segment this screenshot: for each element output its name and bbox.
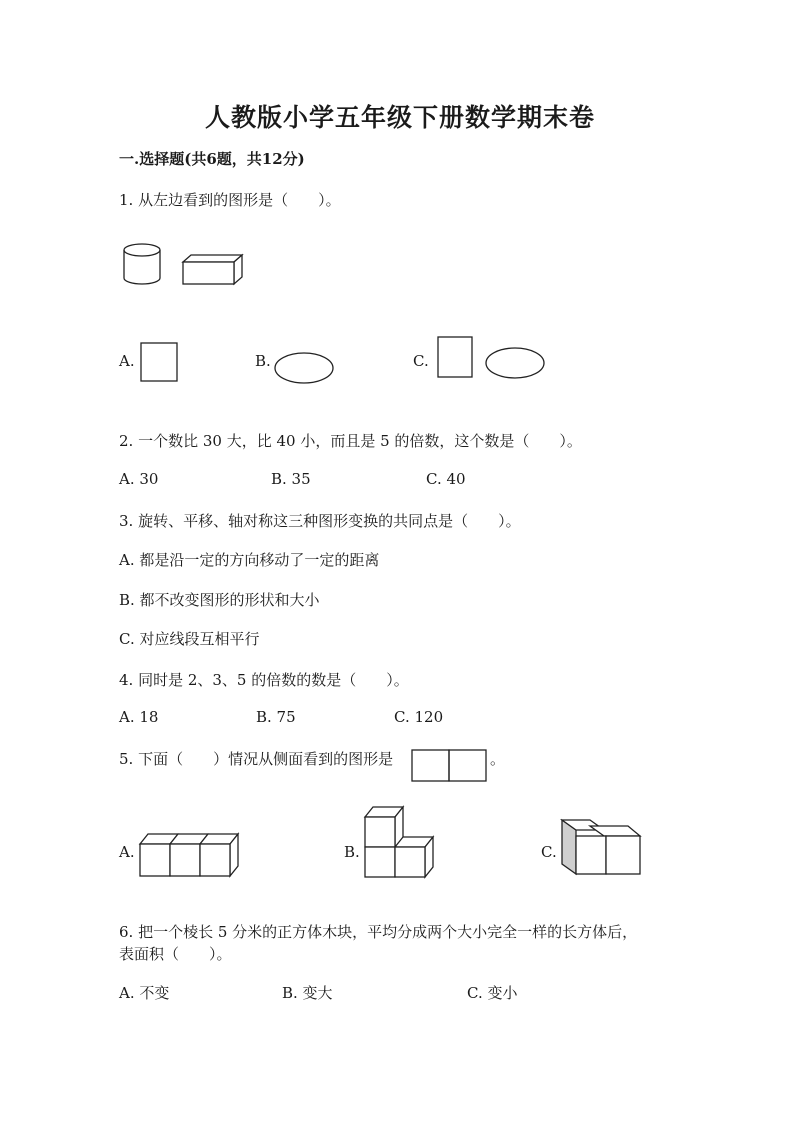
q5-option-c[interactable]: C.	[541, 843, 557, 861]
q3-option-a[interactable]: A. 都是沿一定的方向移动了一定的距离	[119, 551, 380, 569]
q6-option-c[interactable]: C. 变小	[467, 984, 518, 1002]
page-title: 人教版小学五年级下册数学期末卷	[204, 103, 595, 132]
question-3-text: 3. 旋转、平移、轴对称这三种图形变换的共同点是（ ）。	[119, 512, 521, 530]
question-5-text: 5. 下面（ ）情况从侧面看到的图形是	[119, 750, 394, 768]
question-1-text: 1. 从左边看到的图形是（ ）。	[119, 191, 341, 209]
q6-option-b[interactable]: B. 变大	[282, 984, 333, 1002]
q5-option-a[interactable]: A.	[119, 843, 135, 861]
q1-option-a-square-figure	[140, 342, 180, 384]
q1-option-c[interactable]: C.	[413, 352, 429, 370]
question-5-end: 。	[490, 750, 506, 768]
q4-option-c[interactable]: C. 120	[394, 708, 444, 726]
question-6-line-1: 6. 把一个棱长 5 分米的正方体木块，平均分成两个大小完全一样的长方体后，	[119, 923, 638, 941]
q1-option-c-figure	[436, 336, 548, 382]
cuboid-shape	[183, 255, 242, 284]
question-2-text: 2. 一个数比 30 大，比 40 小，而且是 5 的倍数，这个数是（ ）。	[119, 432, 582, 450]
section-heading: 一.选择题(共6题，共12分)	[119, 150, 305, 168]
q4-option-a[interactable]: A. 18	[119, 708, 159, 726]
q5-side-view-figure	[411, 749, 491, 783]
cylinder-shape	[124, 244, 160, 284]
q1-option-b[interactable]: B.	[255, 352, 271, 370]
q2-option-b[interactable]: B. 35	[271, 470, 311, 488]
q1-objects-figure	[120, 240, 250, 290]
q1-option-b-ellipse-figure	[273, 350, 337, 386]
question-6-line-2: 表面积（ ）。	[119, 945, 232, 963]
q3-option-b[interactable]: B. 都不改变图形的形状和大小	[119, 591, 320, 609]
q2-option-c[interactable]: C. 40	[426, 470, 466, 488]
question-4-text: 4. 同时是 2、3、5 的倍数的数是（ ）。	[119, 671, 409, 689]
q5-option-b[interactable]: B.	[344, 843, 360, 861]
q1-option-a[interactable]: A.	[119, 352, 135, 370]
q2-option-a[interactable]: A. 30	[119, 470, 159, 488]
q3-option-c[interactable]: C. 对应线段互相平行	[119, 630, 260, 648]
q4-option-b[interactable]: B. 75	[256, 708, 296, 726]
q5-option-c-cubes-figure	[560, 816, 644, 878]
q6-option-a[interactable]: A. 不变	[119, 984, 170, 1002]
q5-option-b-cubes-figure	[363, 805, 439, 879]
q5-option-a-cubes-figure	[138, 832, 242, 878]
